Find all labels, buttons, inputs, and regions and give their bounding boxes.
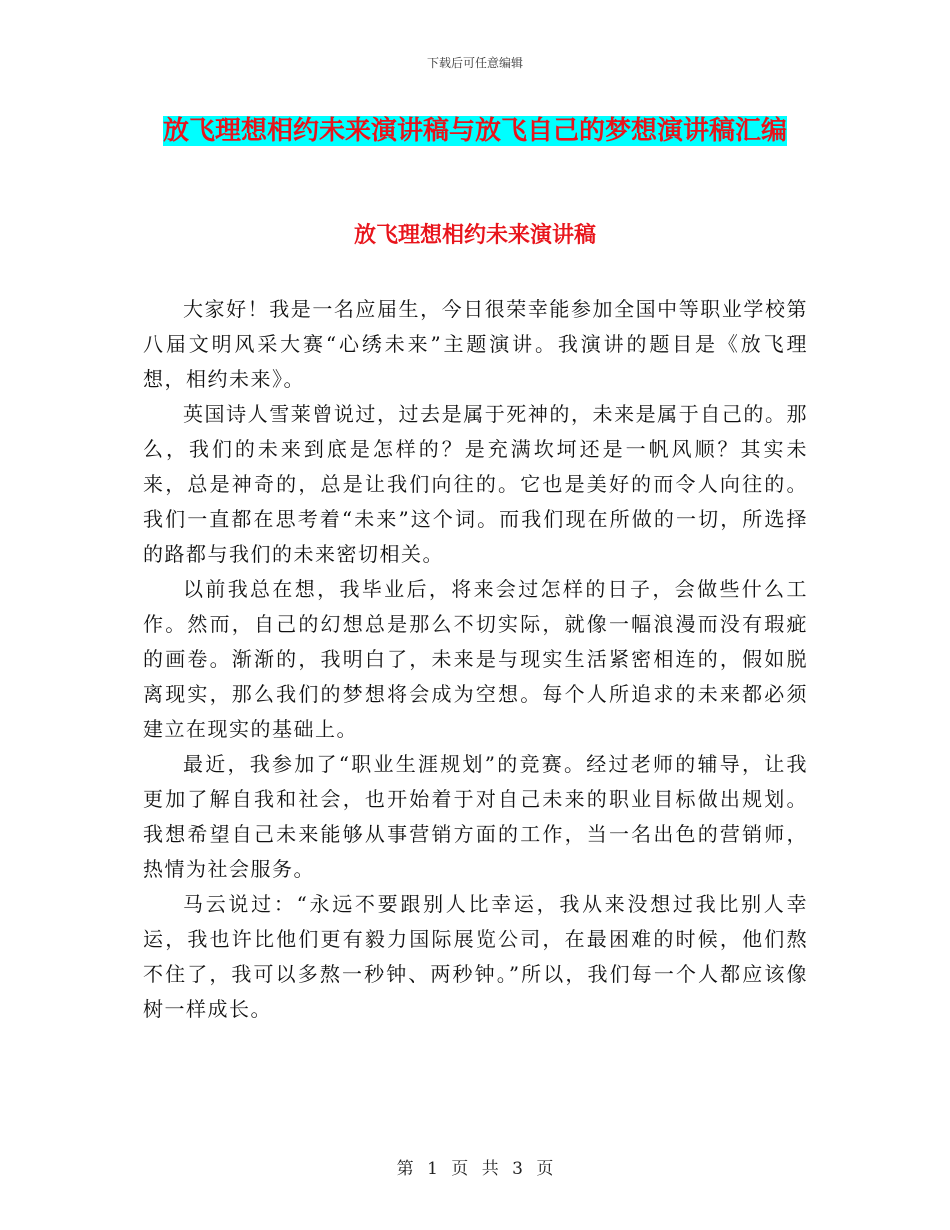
paragraph-5: 马云说过：“永远不要跟别人比幸运，我从来没想过我比别人幸运，我也许比他们更有毅力国际展览公司，在最困难的时候，他们熬不住了，我可以多熬一秒钟、两秒钟。”所以，我们每一个人都应该像树一样成长。 (143, 892, 808, 1021)
document-title (140, 108, 810, 154)
paragraph-1: 大家好！我是一名应届生，今日很荣幸能参加全国中等职业学校第八届文明风采大赛“心绣未来”主题演讲。我演讲的题目是《放飞理想，相约未来》。 (143, 297, 808, 391)
paragraph-4: 最近，我参加了“职业生涯规划”的竞赛。经过老师的辅导，让我更加了解自我和社会，也开始着于对自己未来的职业目标做出规划。我想希望自己未来能够从事营销方面的工作，当一名出色的营销师，热情为社会服务。 (143, 752, 808, 881)
page-header-note: 下载后可任意编辑 (426, 56, 523, 70)
speech-body (143, 292, 808, 1027)
section-title: 放飞理想相约未来演讲稿 (353, 223, 596, 248)
paragraph-3: 以前我总在想，我毕业后，将来会过怎样的日子，会做些什么工作。然而，自己的幻想总是那么不切实际，就像一幅浪漫而没有瑕疵的画卷。渐渐的，我明白了，未来是与现实生活紧密相连的，假如脱离现实，那么我们的梦想将会成为空想。每个人所追求的未来都必须建立在现实的基础上。 (143, 577, 808, 741)
document-title-text: 放飞理想相约未来演讲稿与放飞自己的梦想演讲稿汇编 (162, 116, 787, 146)
page-number: 第 1 页 共 3 页 (396, 1159, 554, 1179)
paragraph-2: 英国诗人雪莱曾说过，过去是属于死神的，未来是属于自己的。那么，我们的未来到底是怎样的？是充满坎坷还是一帆风顺？其实未来，总是神奇的，总是让我们向往的。它也是美好的而令人向往的。我们一直都在思考着“未来”这个词。而我们现在所做的一切，所选择的路都与我们的未来密切相关。 (143, 402, 808, 566)
